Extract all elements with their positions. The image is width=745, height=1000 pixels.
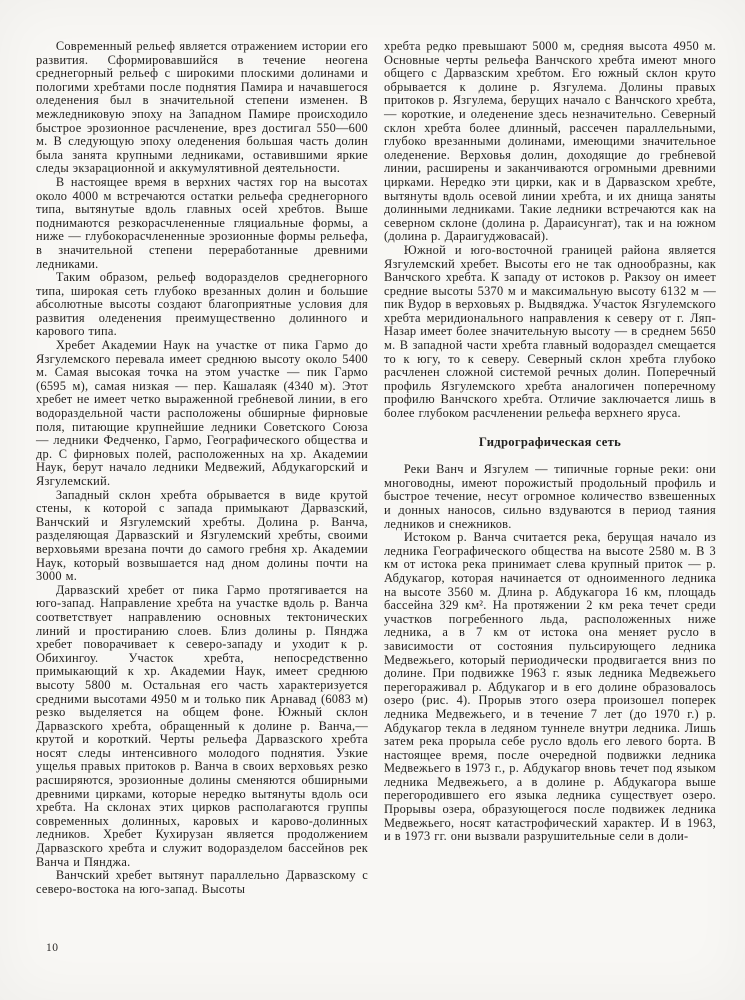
right-column bbox=[384, 40, 716, 844]
paragraph: Истоком р. Ванча считается река, берущая начало из ледника Географического общества на высоте 2580 м. В 3 км от истока река принимает слева крупный приток — р. Абдукагор, которая начинается от одноименного ледника на высоте 3560 м. Длина р. Абдукагора 16 км, площадь бассейна 329 км². На протяжении 2 км река течет среди участков погребенного льда, расположенных ниже ледника, а в 7 км от истока она меняет русло в зависимости от состояния пульсирующего ледника Медвежьего, который периодически продвигается вниз по долине. При подвижке 1963 г. язык ледника Медвежьего перегораживал р. Абдукагор и в его долине образовалось озеро (рис. 4). Прорыв этого озера произошел поперек ледника Медвежьего, и в течение 7 лет (до 1970 г.) р. Абдукагор текла в ледяном туннеле внутри ледника. Лишь затем река прорыла себе русло вдоль его левого борта. В настоящее время, после очередной подвижки ледника Медвежьего в 1973 г., р. Абдукагор вновь течет под языком ледника Медвежьего, а в долине р. Абдукагора выше перегородившего его языка ледника существует озеро. Прорывы озера, образующегося после подвижек ледника Медвежьего, носят катастрофический характер. И в 1963, и в 1973 гг. они вызвали разрушительные сели в доли- bbox=[384, 530, 716, 844]
paragraph: В настоящее время в верхних частях гор на высотах около 4000 м встречаются остатки рельефа среднегорного типа, вытянутые вдоль главных осей хребтов. Выше поднимаются резкорасчлененные гляциальные формы, а ниже — глубокорасчлененные эрозионные формы рельефа, в значительной степени переработанные древними ледниками. bbox=[36, 174, 368, 271]
paragraph: Дарвазский хребет от пика Гармо протягивается на юго-запад. Направление хребта на участке вдоль р. Ванча соответствует направлению основных тектонических линий и простиранию слоев. Близ долины р. Пянджа хребет поворачивает к северо-западу и уходит к р. Обихингоу. Участок хребта, непосредственно примыкающий к хр. Академии Наук, имеет среднюю высоту 5800 м. Остальная его часть характеризуется средними высотами 4950 м и только пик Арнавад (6083 м) резко выделяется на общем фоне. Южный склон Дарвазского хребта, обращенный к долине р. Ванча,— крутой и короткий. Черты рельефа Дарвазского хребта носят следы интенсивного молодого поднятия. Узкие ущелья правых притоков р. Ванча в своих верховьях резко расширяются, эрозионные долины сменяются обширными древними цирками, которые нередко вытянуты вдоль оси хребта. На склонах этих цирков располагаются группы современных долинных, каровых и карово-долинных ледников. Хребет Кухирузан является продолжением Дарвазского хребта и служит водоразделом бассейнов рек Ванча и Пянджа. bbox=[36, 582, 368, 869]
paragraph: Хребет Академии Наук на участке от пика Гармо до Язгулемского перевала имеет среднюю высоту около 5400 м. Самая высокая точка на этом участке — пик Гармо (6595 м), самая низкая — пер. Кашалаяк (4340 м). Этот хребет не имеет четко выраженной гребневой линии, в его водораздельной части расположены обширные фирновые поля, питающие крупнейшие ледники Советского Союза — ледники Федченко, Гармо, Географического общества и др. С фирновых полей, расположенных на хр. Академии Наук, берут начало ледники Медвежий, Абдукагорский и Язгулемский. bbox=[36, 338, 368, 488]
paragraph-continuation: хребта редко превышают 5000 м, средняя высота 4950 м. Основные черты рельефа Ванчского хребта имеют много общего с Дарвазским хребтом. Его южный склон круто обрывается к долине р. Язгулема. Долины правых притоков р. Язгулема, берущих начало с Ванчского хребта,— короткие, и оледенение здесь незначительно. Северный склон хребта более длинный, рассечен параллельными, глубоко врезанными долинами, имеющими значительное оледенение. Верховья долин, доходящие до гребневой линии, расширены и заканчиваются огромными древними цирками. Нередко эти цирки, как и в Дарвазском хребте, вытянуты вдоль осевой линии хребта, и их днища заняты долинными ледниками. Такие ледники встречаются как на северном склоне (долина р. Дараисунгат), так и на южном (долина р. Дараигуджовасай). bbox=[384, 39, 716, 244]
paragraph: Таким образом, рельеф водоразделов среднегорного типа, широкая сеть глубоко врезанных долин и большие абсолютные высоты создают благоприятные условия для развития оледенения преимущественно долинного и карового типа. bbox=[36, 270, 368, 339]
paragraph: Западный склон хребта обрывается в виде крутой стены, к которой с запада примыкают Дарвазский, Ванчский и Язгулемский хребты. Долина р. Ванча, разделяющая Дарвазский и Язгулемский хребты, своими верховьями врезана почти до самого гребня хр. Академии Наук, который возвышается над дном долины почти на 3000 м. bbox=[36, 487, 368, 584]
left-column bbox=[36, 40, 368, 896]
page-number: 10 bbox=[46, 942, 59, 954]
section-heading-hydrographic-network: Гидрографическая сеть bbox=[478, 434, 622, 449]
paragraph: Современный рельеф является отражением истории его развития. Сформировавшийся в течение неогена среднегорный рельеф с широкими плоскими долинами и пологими хребтами после поднятия Памира и начавшегося оледенения был в значительной степени изменен. В межледниковую эпоху на Западном Памире происходило быстрое эрозионное расчленение, врез достигал 550—600 м. В следующую эпоху оледенения большая часть долин была занята крупными ледниками, оставившими яркие следы экзарационной и аккумулятивной деятельности. bbox=[36, 39, 368, 176]
paragraph: Ванчский хребет вытянут параллельно Дарвазскому с северо-востока на юго-запад. Высоты bbox=[36, 868, 368, 896]
paragraph: Южной и юго-восточной границей района является Язгулемский хребет. Высоты его не так однообразны, как Ванчского хребта. К западу от истоков р. Ракзоу он имеет средние высоты 5370 м и максимальную высоту 6132 м — пик Вудор в верховьях р. Выдвяджа. Участок Язгулемского хребта меридионального направления к северу от г. Ляп-Назар имеет более значительную высоту — в среднем 5650 м. В западной части хребта главный водораздел смещается то к югу, то к северу. Северный склон хребта глубоко расчленен сложной системой речных долин. Поперечный профиль Язгулемского хребта аналогичен поперечному профилю Ванчского хребта. Отличие заключается лишь в более глубоком расчленении рельефа верхнего яруса. bbox=[384, 242, 716, 421]
paragraph: Реки Ванч и Язгулем — типичные горные реки: они многоводны, имеют порожистый продольный профиль и быстрое течение, несут огромное количество взвешенных и донных наносов, сильно вздуваются в период таяния ледников и снежников. bbox=[384, 462, 716, 531]
